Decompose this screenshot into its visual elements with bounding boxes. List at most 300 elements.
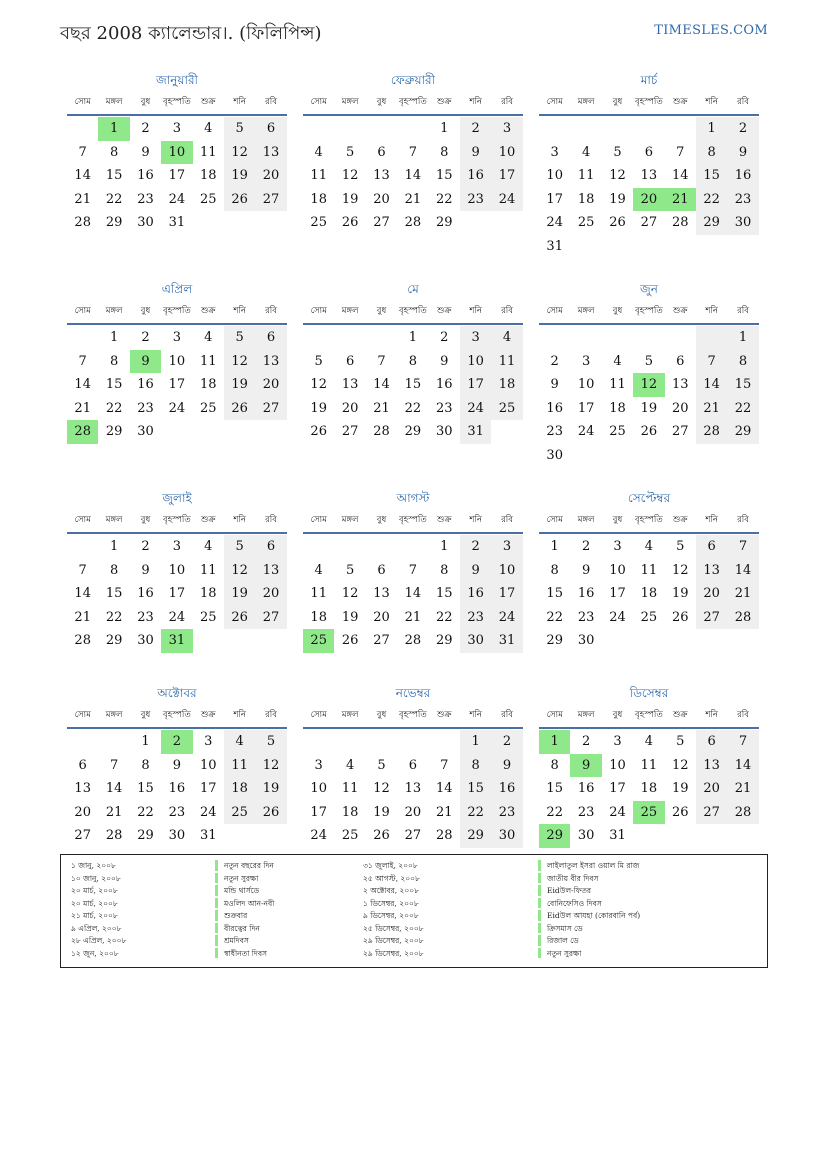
- day-cell[interactable]: 10: [577, 377, 595, 392]
- day-cell[interactable]: 1: [460, 730, 491, 754]
- day-cell[interactable]: 25: [310, 215, 327, 230]
- day-cell[interactable]: 27: [640, 215, 658, 230]
- day-cell[interactable]: 25: [491, 397, 522, 421]
- day-cell[interactable]: 27: [255, 397, 286, 421]
- day-cell[interactable]: 18: [199, 377, 217, 392]
- day-cell[interactable]: 2: [581, 734, 591, 749]
- day-cell[interactable]: 6: [408, 757, 417, 773]
- day-cell[interactable]: 16: [168, 781, 186, 796]
- day-cell[interactable]: 26: [671, 804, 689, 820]
- day-cell[interactable]: 9: [440, 353, 449, 369]
- day-cell[interactable]: 13: [255, 350, 286, 374]
- day-cell[interactable]: 29: [696, 211, 727, 235]
- day-cell[interactable]: 20: [341, 400, 359, 416]
- day-cell[interactable]: 28: [696, 420, 727, 444]
- day-cell[interactable]: 22: [727, 397, 758, 421]
- day-cell[interactable]: 17: [491, 164, 522, 188]
- day-cell[interactable]: 3: [613, 734, 622, 749]
- day-cell[interactable]: 19: [310, 400, 327, 416]
- day-cell[interactable]: 18: [640, 781, 658, 796]
- day-cell[interactable]: 23: [435, 400, 453, 416]
- day-cell[interactable]: 6: [377, 144, 386, 160]
- day-cell[interactable]: 9: [491, 754, 522, 778]
- day-cell[interactable]: 28: [404, 633, 422, 648]
- day-cell[interactable]: 24: [310, 828, 327, 843]
- day-cell[interactable]: 11: [640, 562, 658, 578]
- day-cell[interactable]: 25: [199, 400, 217, 416]
- day-cell[interactable]: 31: [168, 215, 186, 230]
- day-cell[interactable]: 27: [255, 606, 286, 630]
- day-cell[interactable]: 7: [727, 535, 758, 559]
- day-cell[interactable]: 8: [109, 144, 119, 160]
- day-cell[interactable]: 30: [137, 424, 154, 439]
- day-cell[interactable]: 5: [224, 535, 255, 559]
- day-cell[interactable]: 20: [633, 188, 664, 212]
- day-cell[interactable]: 4: [204, 539, 213, 554]
- day-cell[interactable]: 15: [137, 781, 154, 796]
- day-cell[interactable]: 18: [310, 609, 327, 625]
- day-cell[interactable]: 1: [408, 330, 417, 345]
- day-cell[interactable]: 23: [546, 424, 563, 439]
- day-cell[interactable]: 1: [109, 539, 119, 554]
- day-cell[interactable]: 19: [255, 777, 286, 801]
- day-cell[interactable]: 11: [199, 562, 217, 578]
- day-cell[interactable]: 29: [539, 824, 570, 848]
- day-cell[interactable]: 15: [435, 586, 453, 601]
- day-cell[interactable]: 8: [550, 757, 559, 773]
- day-cell[interactable]: 18: [224, 777, 255, 801]
- day-cell[interactable]: 4: [345, 757, 355, 773]
- day-cell[interactable]: 18: [199, 586, 217, 601]
- day-cell[interactable]: 2: [141, 121, 150, 136]
- day-cell[interactable]: 16: [460, 582, 491, 606]
- day-cell[interactable]: 26: [671, 609, 689, 625]
- day-cell[interactable]: 28: [727, 801, 758, 825]
- day-cell[interactable]: 24: [199, 804, 217, 820]
- day-cell[interactable]: 3: [550, 144, 559, 160]
- day-cell[interactable]: 13: [404, 781, 422, 796]
- day-cell[interactable]: 24: [491, 188, 522, 212]
- day-cell[interactable]: 2: [440, 330, 449, 345]
- day-cell[interactable]: 11: [310, 586, 327, 601]
- day-cell[interactable]: 29: [404, 424, 422, 439]
- day-cell[interactable]: 22: [546, 609, 563, 625]
- day-cell[interactable]: 20: [373, 609, 390, 625]
- day-cell[interactable]: 26: [609, 215, 626, 230]
- day-cell[interactable]: 13: [671, 377, 689, 392]
- day-cell[interactable]: 5: [255, 730, 286, 754]
- day-cell[interactable]: 1: [440, 121, 449, 136]
- day-cell[interactable]: 25: [609, 424, 626, 439]
- day-cell[interactable]: 20: [671, 400, 689, 416]
- day-cell[interactable]: 12: [224, 141, 255, 165]
- day-cell[interactable]: 26: [341, 633, 359, 648]
- day-cell[interactable]: 27: [696, 606, 727, 630]
- day-cell[interactable]: 1: [696, 117, 727, 141]
- day-cell[interactable]: 5: [377, 757, 386, 773]
- day-cell[interactable]: 27: [373, 215, 390, 230]
- day-cell[interactable]: 17: [491, 582, 522, 606]
- day-cell[interactable]: 4: [204, 330, 213, 345]
- day-cell[interactable]: 17: [168, 586, 186, 601]
- day-cell[interactable]: 27: [74, 828, 91, 843]
- day-cell[interactable]: 17: [460, 373, 491, 397]
- day-cell[interactable]: 4: [581, 144, 591, 160]
- day-cell[interactable]: 6: [696, 730, 727, 754]
- day-cell[interactable]: 20: [255, 164, 286, 188]
- day-cell[interactable]: 19: [671, 781, 689, 796]
- day-cell[interactable]: 20: [255, 373, 286, 397]
- day-cell[interactable]: 28: [435, 828, 453, 843]
- day-cell[interactable]: 10: [168, 353, 186, 369]
- day-cell[interactable]: 31: [460, 420, 491, 444]
- day-cell[interactable]: 30: [727, 211, 758, 235]
- day-cell[interactable]: 23: [577, 804, 595, 820]
- day-cell[interactable]: 7: [408, 144, 417, 160]
- day-cell[interactable]: 27: [341, 424, 359, 439]
- day-cell[interactable]: 24: [460, 397, 491, 421]
- day-cell[interactable]: 9: [460, 141, 491, 165]
- day-cell[interactable]: 12: [224, 350, 255, 374]
- day-cell[interactable]: 24: [609, 804, 626, 820]
- day-cell[interactable]: 25: [640, 609, 658, 625]
- day-cell[interactable]: 5: [676, 539, 685, 554]
- day-cell[interactable]: 12: [633, 373, 664, 397]
- day-cell[interactable]: 13: [341, 377, 359, 392]
- day-cell[interactable]: 21: [665, 188, 696, 212]
- day-cell[interactable]: 7: [78, 144, 87, 160]
- day-cell[interactable]: 25: [303, 629, 334, 653]
- day-cell[interactable]: 31: [609, 828, 626, 843]
- day-cell[interactable]: 4: [224, 730, 255, 754]
- day-cell[interactable]: 9: [727, 141, 758, 165]
- day-cell[interactable]: 26: [310, 424, 327, 439]
- day-cell[interactable]: 16: [546, 400, 563, 416]
- day-cell[interactable]: 26: [341, 215, 359, 230]
- day-cell[interactable]: 30: [460, 629, 491, 653]
- day-cell[interactable]: 9: [141, 144, 150, 160]
- day-cell[interactable]: 24: [491, 606, 522, 630]
- day-cell[interactable]: 29: [546, 633, 563, 648]
- day-cell[interactable]: 26: [373, 828, 390, 843]
- day-cell[interactable]: 4: [644, 539, 653, 554]
- day-cell[interactable]: 1: [440, 539, 449, 554]
- day-cell[interactable]: 24: [168, 191, 186, 207]
- day-cell[interactable]: 15: [546, 781, 563, 796]
- day-cell[interactable]: 23: [137, 609, 154, 625]
- day-cell[interactable]: 11: [199, 144, 217, 160]
- day-cell[interactable]: 30: [168, 828, 186, 843]
- day-cell[interactable]: 5: [644, 353, 653, 369]
- day-cell[interactable]: 9: [550, 377, 559, 392]
- day-cell[interactable]: 7: [696, 350, 727, 374]
- day-cell[interactable]: 12: [310, 377, 327, 392]
- day-cell[interactable]: 22: [105, 609, 123, 625]
- day-cell[interactable]: 25: [224, 801, 255, 825]
- day-cell[interactable]: 23: [460, 606, 491, 630]
- day-cell[interactable]: 17: [577, 400, 595, 416]
- day-cell[interactable]: 12: [255, 754, 286, 778]
- day-cell[interactable]: 3: [172, 121, 181, 136]
- day-cell[interactable]: 8: [141, 757, 150, 773]
- day-cell[interactable]: 29: [137, 828, 154, 843]
- day-cell[interactable]: 10: [491, 559, 522, 583]
- day-cell[interactable]: 6: [255, 535, 286, 559]
- day-cell[interactable]: 3: [491, 535, 522, 559]
- day-cell[interactable]: 5: [345, 144, 355, 160]
- day-cell[interactable]: 9: [172, 757, 181, 773]
- day-cell[interactable]: 10: [460, 350, 491, 374]
- day-cell[interactable]: 1: [109, 330, 119, 345]
- day-cell[interactable]: 16: [577, 781, 595, 796]
- day-cell[interactable]: 18: [609, 400, 626, 416]
- day-cell[interactable]: 23: [137, 191, 154, 207]
- day-cell[interactable]: 2: [141, 539, 150, 554]
- day-cell[interactable]: 21: [105, 804, 123, 820]
- day-cell[interactable]: 6: [377, 562, 386, 578]
- day-cell[interactable]: 30: [435, 424, 453, 439]
- day-cell[interactable]: 31: [161, 629, 192, 653]
- day-cell[interactable]: 8: [109, 353, 119, 369]
- day-cell[interactable]: 20: [404, 804, 422, 820]
- day-cell[interactable]: 21: [435, 804, 453, 820]
- day-cell[interactable]: 7: [408, 562, 417, 578]
- day-cell[interactable]: 14: [404, 168, 422, 183]
- day-cell[interactable]: 7: [109, 757, 119, 773]
- day-cell[interactable]: 25: [199, 191, 217, 207]
- day-cell[interactable]: 15: [105, 586, 123, 601]
- day-cell[interactable]: 10: [609, 757, 626, 773]
- day-cell[interactable]: 20: [373, 191, 390, 207]
- day-cell[interactable]: 22: [105, 191, 123, 207]
- day-cell[interactable]: 8: [696, 141, 727, 165]
- day-cell[interactable]: 25: [199, 609, 217, 625]
- day-cell[interactable]: 25: [633, 801, 664, 825]
- day-cell[interactable]: 2: [727, 117, 758, 141]
- day-cell[interactable]: 21: [696, 397, 727, 421]
- day-cell[interactable]: 19: [341, 191, 359, 207]
- day-cell[interactable]: 15: [546, 586, 563, 601]
- day-cell[interactable]: 24: [609, 609, 626, 625]
- day-cell[interactable]: 6: [644, 144, 653, 160]
- day-cell[interactable]: 18: [341, 804, 359, 820]
- day-cell[interactable]: 24: [168, 609, 186, 625]
- day-cell[interactable]: 16: [137, 377, 154, 392]
- day-cell[interactable]: 16: [435, 377, 453, 392]
- day-cell[interactable]: 17: [546, 191, 563, 207]
- day-cell[interactable]: 24: [546, 215, 563, 230]
- day-cell[interactable]: 19: [341, 609, 359, 625]
- day-cell[interactable]: 14: [105, 781, 123, 796]
- day-cell[interactable]: 28: [373, 424, 390, 439]
- day-cell[interactable]: 9: [130, 350, 161, 374]
- day-cell[interactable]: 16: [460, 164, 491, 188]
- day-cell[interactable]: 12: [341, 168, 359, 183]
- day-cell[interactable]: 10: [609, 562, 626, 578]
- day-cell[interactable]: 6: [345, 353, 355, 369]
- day-cell[interactable]: 30: [577, 633, 595, 648]
- day-cell[interactable]: 28: [727, 606, 758, 630]
- day-cell[interactable]: 4: [644, 734, 653, 749]
- day-cell[interactable]: 4: [204, 121, 213, 136]
- day-cell[interactable]: 7: [377, 353, 386, 369]
- day-cell[interactable]: 7: [676, 144, 685, 160]
- day-cell[interactable]: 30: [546, 447, 563, 463]
- day-cell[interactable]: 23: [491, 801, 522, 825]
- day-cell[interactable]: 15: [460, 777, 491, 801]
- day-cell[interactable]: 17: [609, 781, 626, 796]
- day-cell[interactable]: 14: [74, 377, 91, 392]
- day-cell[interactable]: 22: [460, 801, 491, 825]
- day-cell[interactable]: 18: [310, 191, 327, 207]
- day-cell[interactable]: 2: [460, 535, 491, 559]
- day-cell[interactable]: 22: [696, 188, 727, 212]
- day-cell[interactable]: 13: [373, 168, 390, 183]
- day-cell[interactable]: 11: [341, 781, 359, 796]
- day-cell[interactable]: 9: [460, 559, 491, 583]
- day-cell[interactable]: 11: [491, 350, 522, 374]
- day-cell[interactable]: 15: [404, 377, 422, 392]
- day-cell[interactable]: 29: [435, 215, 453, 230]
- day-cell[interactable]: 11: [310, 168, 327, 183]
- day-cell[interactable]: 11: [199, 353, 217, 369]
- day-cell[interactable]: 22: [435, 609, 453, 625]
- day-cell[interactable]: 2: [161, 730, 192, 754]
- day-cell[interactable]: 5: [345, 562, 355, 578]
- day-cell[interactable]: 7: [440, 757, 449, 773]
- day-cell[interactable]: 16: [491, 777, 522, 801]
- day-cell[interactable]: 29: [105, 215, 123, 230]
- day-cell[interactable]: 3: [172, 539, 181, 554]
- day-cell[interactable]: 20: [696, 582, 727, 606]
- day-cell[interactable]: 19: [671, 586, 689, 601]
- day-cell[interactable]: 17: [310, 804, 327, 820]
- day-cell[interactable]: 29: [105, 424, 123, 439]
- day-cell[interactable]: 31: [199, 828, 217, 843]
- day-cell[interactable]: 10: [546, 168, 563, 183]
- day-cell[interactable]: 24: [168, 400, 186, 416]
- day-cell[interactable]: 16: [577, 586, 595, 601]
- day-cell[interactable]: 29: [105, 633, 123, 648]
- day-cell[interactable]: 26: [255, 801, 286, 825]
- day-cell[interactable]: 3: [172, 330, 181, 345]
- day-cell[interactable]: 26: [224, 606, 255, 630]
- day-cell[interactable]: 11: [577, 168, 595, 183]
- day-cell[interactable]: 10: [199, 757, 217, 773]
- day-cell[interactable]: 3: [491, 117, 522, 141]
- day-cell[interactable]: 31: [546, 238, 563, 254]
- day-cell[interactable]: 2: [550, 353, 559, 369]
- day-cell[interactable]: 19: [224, 582, 255, 606]
- day-cell[interactable]: 14: [74, 586, 91, 601]
- day-cell[interactable]: 30: [491, 824, 522, 848]
- day-cell[interactable]: 14: [74, 168, 91, 183]
- day-cell[interactable]: 7: [727, 730, 758, 754]
- day-cell[interactable]: 13: [255, 141, 286, 165]
- day-cell[interactable]: 28: [74, 215, 91, 230]
- day-cell[interactable]: 6: [696, 535, 727, 559]
- day-cell[interactable]: 19: [224, 164, 255, 188]
- day-cell[interactable]: 28: [67, 420, 98, 444]
- day-cell[interactable]: 21: [74, 400, 91, 416]
- day-cell[interactable]: 1: [98, 117, 129, 141]
- day-cell[interactable]: 28: [74, 633, 91, 648]
- day-cell[interactable]: 15: [727, 373, 758, 397]
- day-cell[interactable]: 12: [671, 562, 689, 578]
- day-cell[interactable]: 2: [460, 117, 491, 141]
- day-cell[interactable]: 19: [640, 400, 658, 416]
- day-cell[interactable]: 6: [78, 757, 87, 773]
- day-cell[interactable]: 28: [404, 215, 422, 230]
- day-cell[interactable]: 4: [314, 562, 323, 578]
- day-cell[interactable]: 20: [255, 582, 286, 606]
- day-cell[interactable]: 14: [671, 168, 689, 183]
- day-cell[interactable]: 7: [78, 562, 87, 578]
- day-cell[interactable]: 1: [550, 539, 559, 554]
- day-cell[interactable]: 1: [141, 734, 150, 749]
- day-cell[interactable]: 10: [161, 141, 192, 165]
- day-cell[interactable]: 15: [105, 377, 123, 392]
- day-cell[interactable]: 3: [204, 734, 213, 749]
- day-cell[interactable]: 12: [373, 781, 390, 796]
- day-cell[interactable]: 23: [727, 188, 758, 212]
- day-cell[interactable]: 14: [727, 754, 758, 778]
- day-cell[interactable]: 12: [671, 757, 689, 773]
- day-cell[interactable]: 9: [141, 562, 150, 578]
- day-cell[interactable]: 17: [168, 168, 186, 183]
- day-cell[interactable]: 14: [373, 377, 390, 392]
- day-cell[interactable]: 6: [676, 353, 685, 369]
- day-cell[interactable]: 27: [255, 188, 286, 212]
- day-cell[interactable]: 27: [404, 828, 422, 843]
- day-cell[interactable]: 10: [310, 781, 327, 796]
- day-cell[interactable]: 17: [168, 377, 186, 392]
- day-cell[interactable]: 12: [224, 559, 255, 583]
- day-cell[interactable]: 26: [224, 188, 255, 212]
- day-cell[interactable]: 16: [137, 168, 154, 183]
- day-cell[interactable]: 6: [255, 117, 286, 141]
- day-cell[interactable]: 19: [609, 191, 626, 207]
- day-cell[interactable]: 29: [435, 633, 453, 648]
- day-cell[interactable]: 16: [137, 586, 154, 601]
- day-cell[interactable]: 3: [314, 757, 323, 773]
- day-cell[interactable]: 22: [137, 804, 154, 820]
- day-cell[interactable]: 10: [491, 141, 522, 165]
- day-cell[interactable]: 21: [727, 582, 758, 606]
- brand-link[interactable]: TIMESLES.COM: [654, 23, 768, 38]
- day-cell[interactable]: 27: [373, 633, 390, 648]
- day-cell[interactable]: 4: [491, 326, 522, 350]
- day-cell[interactable]: 21: [404, 609, 422, 625]
- day-cell[interactable]: 12: [341, 586, 359, 601]
- day-cell[interactable]: 5: [613, 144, 622, 160]
- day-cell[interactable]: 2: [491, 730, 522, 754]
- day-cell[interactable]: 3: [460, 326, 491, 350]
- day-cell[interactable]: 5: [224, 117, 255, 141]
- day-cell[interactable]: 21: [74, 609, 91, 625]
- day-cell[interactable]: 11: [609, 377, 626, 392]
- day-cell[interactable]: 15: [696, 164, 727, 188]
- day-cell[interactable]: 8: [440, 562, 449, 578]
- day-cell[interactable]: 4: [314, 144, 323, 160]
- day-cell[interactable]: 3: [581, 353, 591, 369]
- day-cell[interactable]: 26: [224, 397, 255, 421]
- day-cell[interactable]: 12: [609, 168, 626, 183]
- day-cell[interactable]: 13: [255, 559, 286, 583]
- day-cell[interactable]: 5: [224, 326, 255, 350]
- day-cell[interactable]: 8: [727, 350, 758, 374]
- day-cell[interactable]: 30: [137, 633, 154, 648]
